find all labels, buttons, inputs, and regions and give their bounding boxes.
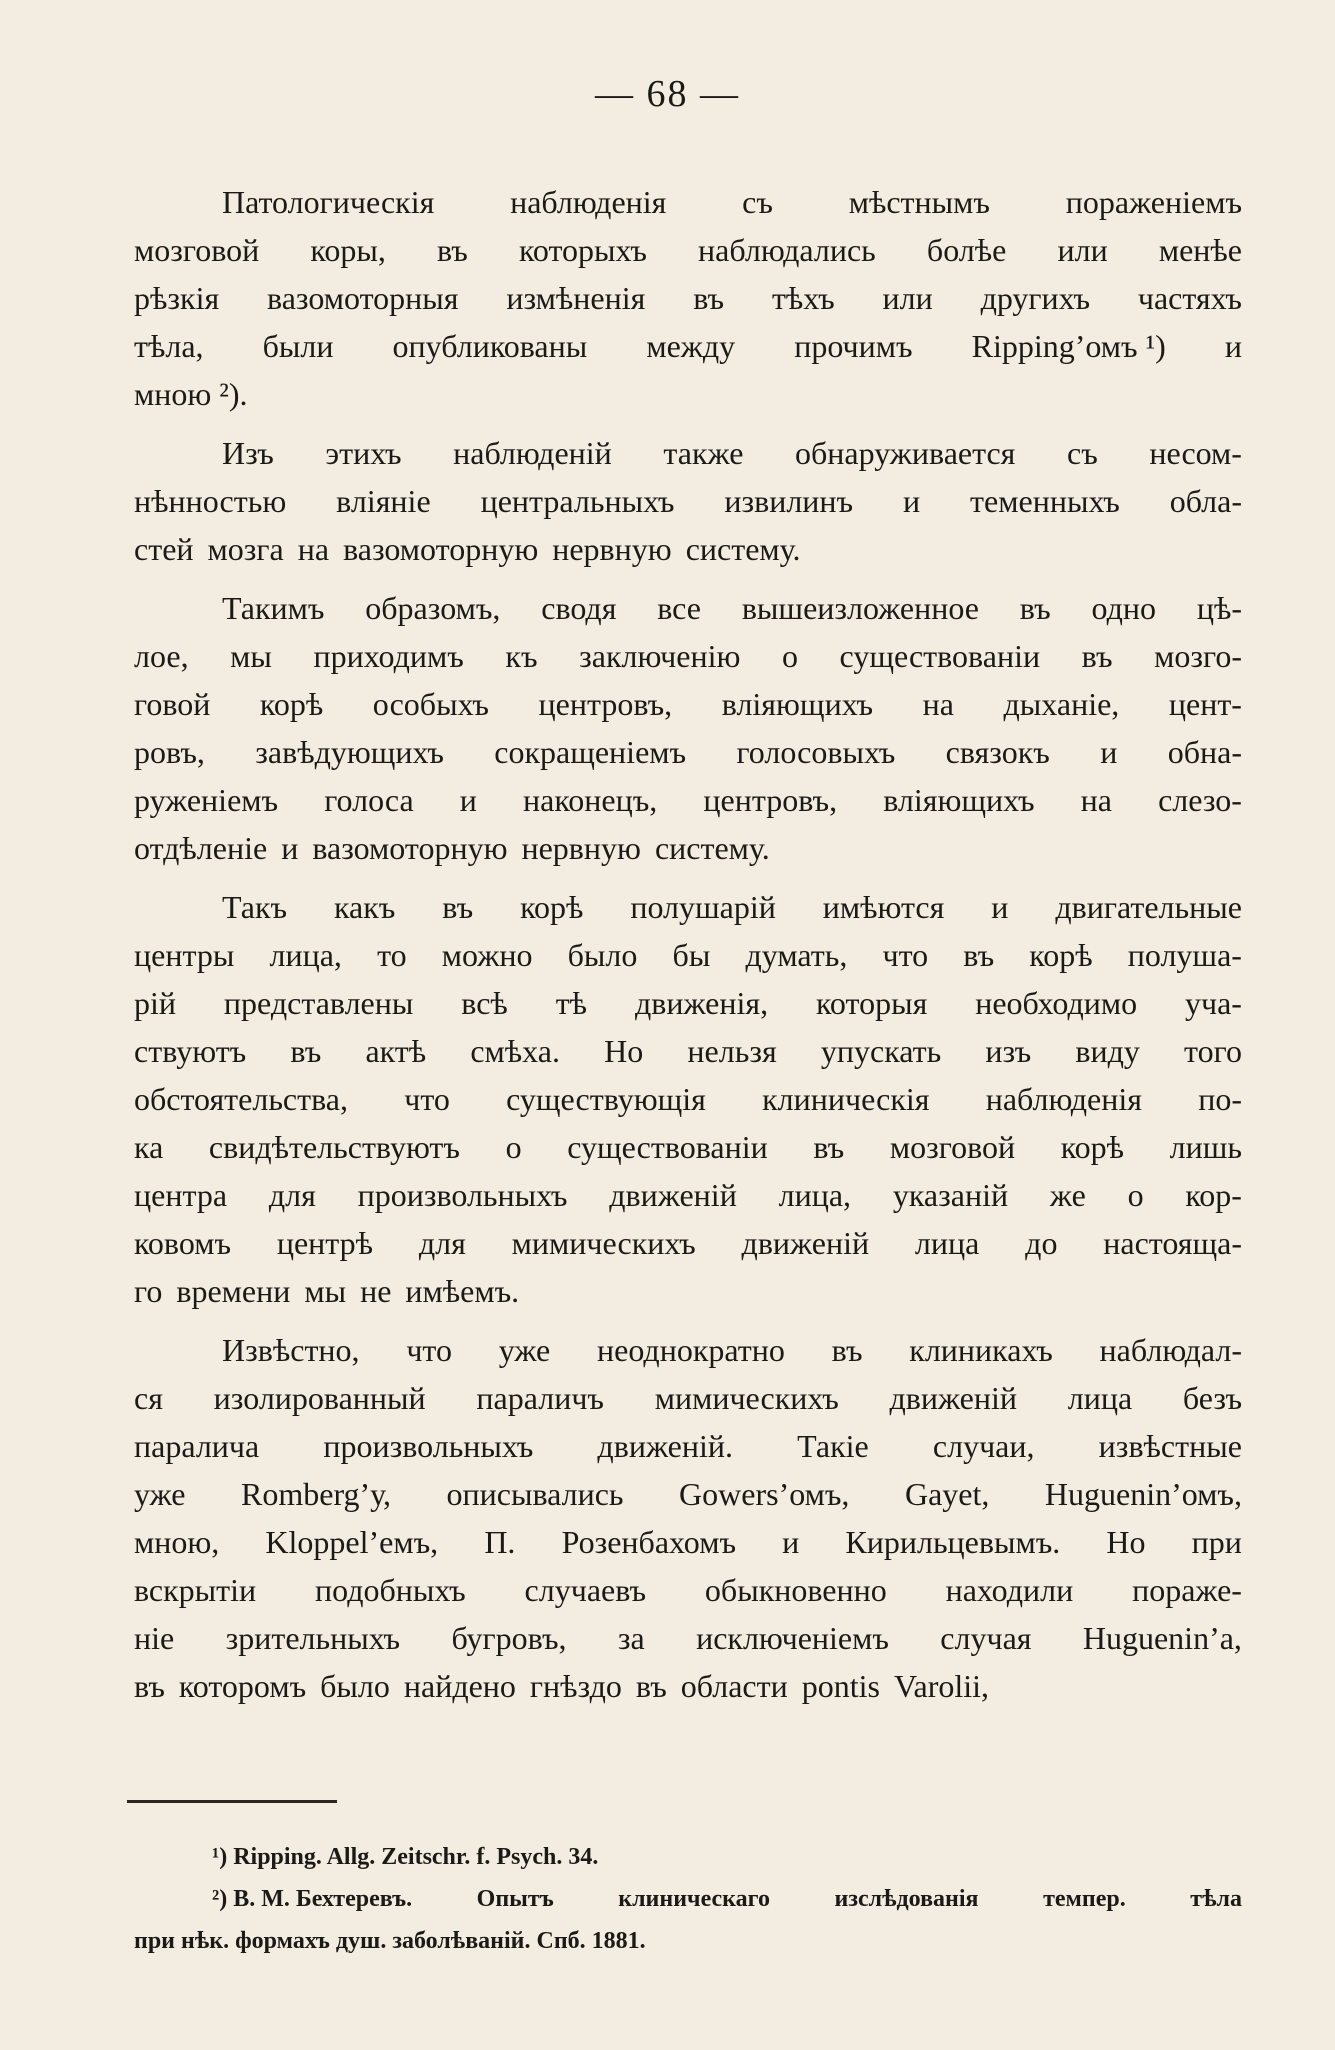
word: вліяніе <box>336 483 431 519</box>
word: вазомоторную <box>312 830 508 866</box>
word: лица <box>1067 1380 1133 1416</box>
word: мозго- <box>1154 638 1242 674</box>
word: пораженіемъ <box>1065 184 1242 220</box>
word: о <box>1127 1177 1144 1213</box>
word: и <box>903 483 921 519</box>
word: произвольныхъ <box>357 1177 568 1213</box>
word: центровъ, <box>538 686 673 722</box>
word: которыя <box>816 985 928 1021</box>
word: наблюдал- <box>1099 1332 1242 1368</box>
word: и <box>281 830 299 866</box>
text-line <box>134 1171 1242 1219</box>
word: вліяющихъ <box>883 782 1035 818</box>
word: которыхъ <box>518 232 647 268</box>
word: уча- <box>1185 985 1242 1021</box>
word: движеній <box>741 1225 870 1261</box>
word: коры, <box>310 232 386 268</box>
word: что <box>406 1332 452 1368</box>
word: центральныхъ <box>480 483 675 519</box>
word: вышеизложенное <box>741 590 979 626</box>
word: въ <box>290 1033 322 1069</box>
word: ніе <box>134 1620 175 1656</box>
word: рѣзкія <box>134 280 220 316</box>
word: мозга <box>207 531 284 567</box>
word: можно <box>441 937 533 973</box>
word: лица, <box>778 1177 852 1213</box>
word: наблюденій <box>453 435 612 471</box>
word: образомъ, <box>365 590 501 626</box>
text-line <box>134 824 1242 872</box>
word: корѣ <box>520 889 584 925</box>
text-line <box>134 632 1242 680</box>
word: уже <box>498 1332 551 1368</box>
word: и <box>459 782 477 818</box>
text-line <box>134 226 1242 274</box>
word: бугровъ, <box>451 1620 567 1656</box>
word: Hugueninʼа, <box>1082 1620 1242 1656</box>
word: существующія <box>506 1081 706 1117</box>
word: времени <box>176 1273 291 1309</box>
word: кор- <box>1185 1177 1242 1213</box>
word: случая <box>940 1620 1032 1656</box>
word: вліяющихъ <box>721 686 874 722</box>
text-line <box>134 979 1242 1027</box>
word: цент- <box>1168 686 1242 722</box>
word: до <box>1025 1225 1058 1261</box>
text-line <box>134 1075 1242 1123</box>
word: систему. <box>685 531 801 567</box>
word: Rippingʼомъ ¹) <box>971 328 1166 364</box>
word: описывались <box>446 1476 624 1512</box>
word: за <box>617 1620 645 1656</box>
word: свидѣтельствуютъ <box>208 1129 460 1165</box>
word: о <box>505 1129 522 1165</box>
word: о <box>781 638 798 674</box>
word: въ <box>1081 638 1113 674</box>
word: изъ <box>985 1033 1032 1069</box>
word: корѣ <box>259 686 324 722</box>
text-line <box>134 1566 1242 1614</box>
text-line <box>134 1662 1242 1710</box>
word: зрительныхъ <box>225 1620 401 1656</box>
word: мозговой <box>889 1129 1016 1165</box>
word: съ <box>742 184 773 220</box>
word: клиникахъ <box>909 1332 1053 1368</box>
word: центровъ, <box>703 782 838 818</box>
word: Такъ <box>222 889 288 925</box>
text-line <box>134 178 1242 226</box>
footnote-text: тѣла <box>1190 1886 1242 1912</box>
word: мимическихъ <box>654 1380 839 1416</box>
word: Rombergʼу, <box>241 1476 391 1512</box>
word: Varolii, <box>893 1668 990 1704</box>
word: или <box>1057 232 1108 268</box>
word: вазомоторныя <box>267 280 459 316</box>
word: движеній <box>609 1177 737 1213</box>
word: завѣдующихъ <box>255 734 444 770</box>
word: нельзя <box>687 1033 777 1069</box>
word: обстоятельства, <box>134 1081 348 1117</box>
word: мы <box>304 1273 347 1309</box>
word: Kloppelʼемъ, <box>265 1524 439 1560</box>
word: ствуютъ <box>134 1033 247 1069</box>
footnote-text: ²) В. М. Бехтеревъ. <box>212 1886 413 1912</box>
word: измѣненія <box>506 280 646 316</box>
word: Но <box>1106 1524 1146 1560</box>
word: въ <box>436 232 468 268</box>
word: центра <box>134 1177 228 1213</box>
word: области <box>680 1668 788 1704</box>
word: также <box>663 435 744 471</box>
word: Gayet, <box>904 1476 990 1512</box>
word: что <box>404 1081 450 1117</box>
word: въ <box>831 1332 863 1368</box>
word: на <box>1080 782 1112 818</box>
word: въ <box>134 1668 165 1704</box>
word: въ <box>963 937 995 973</box>
word: было <box>320 1668 390 1704</box>
word: и <box>1100 734 1118 770</box>
word: что <box>882 937 929 973</box>
word: отдѣленіе <box>134 830 268 866</box>
word: связокъ <box>945 734 1050 770</box>
word: найдено <box>403 1668 516 1704</box>
text-line <box>134 322 1242 370</box>
word: движеній. <box>597 1428 733 1464</box>
word: или <box>882 280 933 316</box>
word: ровъ, <box>134 734 205 770</box>
word: опубликованы <box>392 328 588 364</box>
word: клиническія <box>762 1081 930 1117</box>
paragraph <box>134 1326 1242 1710</box>
word: руженіемъ <box>134 782 279 818</box>
word: систему. <box>654 830 770 866</box>
word: Такимъ <box>222 590 325 626</box>
word: Патологическія <box>222 184 435 220</box>
word: случаи, <box>932 1428 1035 1464</box>
word: сводя <box>541 590 617 626</box>
text-line <box>134 584 1242 632</box>
word: наконецъ, <box>523 782 658 818</box>
paragraph <box>134 429 1242 573</box>
word: по- <box>1198 1081 1242 1117</box>
word: имѣются <box>822 889 945 925</box>
text-line <box>134 1518 1242 1566</box>
word: необходимо <box>975 985 1138 1021</box>
word: неоднократно <box>597 1332 785 1368</box>
word: всѣ <box>461 985 508 1021</box>
text-line <box>134 1422 1242 1470</box>
word: представлены <box>223 985 414 1021</box>
word: тѣла, <box>134 328 204 364</box>
word: были <box>262 328 334 364</box>
footnote-line <box>134 1878 1242 1920</box>
word: съ <box>1066 435 1098 471</box>
text-line <box>134 525 1242 573</box>
text-line <box>134 1219 1242 1267</box>
word: го <box>134 1273 163 1309</box>
word: въ <box>813 1129 845 1165</box>
word: изолированный <box>213 1380 426 1416</box>
word: то <box>377 937 407 973</box>
word: въ <box>635 1668 667 1704</box>
text-line <box>134 1123 1242 1171</box>
word: лое, <box>134 638 189 674</box>
word: обыкновенно <box>704 1572 887 1608</box>
word: цѣ- <box>1196 590 1242 626</box>
word: которомъ <box>178 1668 307 1704</box>
footnote-line <box>134 1836 1242 1878</box>
word: голоса <box>324 782 414 818</box>
paragraph <box>134 883 1242 1315</box>
word: исключеніемъ <box>696 1620 889 1656</box>
word: ка <box>134 1129 164 1165</box>
word: наблюденія <box>985 1081 1142 1117</box>
page-number: — 68 — <box>595 73 740 115</box>
word: упускать <box>820 1033 942 1069</box>
word: къ <box>505 638 538 674</box>
word: смѣха. <box>470 1033 560 1069</box>
word: виду <box>1075 1033 1140 1069</box>
word: несом- <box>1149 435 1242 471</box>
word: корѣ <box>1029 937 1093 973</box>
word: движенія, <box>634 985 769 1021</box>
word: на <box>922 686 954 722</box>
word: для <box>268 1177 316 1213</box>
word: произвольныхъ <box>323 1428 534 1464</box>
word: Розенбахомъ <box>561 1524 736 1560</box>
word: Gowersʼомъ, <box>679 1476 850 1512</box>
word: особыхъ <box>372 686 489 722</box>
body-text <box>134 178 1242 1710</box>
word: думать, <box>745 937 848 973</box>
word: обнаруживается <box>795 435 1016 471</box>
word: лица, <box>269 937 342 973</box>
word: голосовыхъ <box>736 734 896 770</box>
word: между <box>646 328 736 364</box>
word: другихъ <box>980 280 1090 316</box>
word: какъ <box>333 889 396 925</box>
word: того <box>1184 1033 1242 1069</box>
word: сокращеніемъ <box>494 734 687 770</box>
word: имѣемъ. <box>405 1273 520 1309</box>
word: въ <box>442 889 474 925</box>
word: полушарій <box>630 889 776 925</box>
word: центры <box>134 937 235 973</box>
word: и <box>782 1524 800 1560</box>
word: говой <box>134 686 211 722</box>
word: прочимъ <box>794 328 913 364</box>
word: пораже- <box>1132 1572 1242 1608</box>
word: тѣ <box>555 985 588 1021</box>
text-line <box>134 680 1242 728</box>
word: мозговой <box>134 232 260 268</box>
word: болѣе <box>926 232 1007 268</box>
word: заключенію <box>579 638 741 674</box>
text-line <box>134 1326 1242 1374</box>
word: случаевъ <box>524 1572 647 1608</box>
word: гнѣздо <box>529 1668 622 1704</box>
word: дыханіе, <box>1003 686 1120 722</box>
footnotes <box>134 1836 1242 1962</box>
word: Извѣстно, <box>222 1332 360 1368</box>
text-line <box>134 1374 1242 1422</box>
word: находили <box>945 1572 1074 1608</box>
word: наблюдались <box>698 232 876 268</box>
word: лица <box>914 1225 980 1261</box>
word: Изъ <box>222 435 274 471</box>
word: вскрытіи <box>134 1572 257 1608</box>
text-line <box>134 728 1242 776</box>
word: мы <box>230 638 272 674</box>
word: слезо- <box>1158 782 1242 818</box>
footnote-text: клиническаго <box>618 1886 770 1912</box>
word: обна- <box>1167 734 1242 770</box>
word: наблюденія <box>510 184 667 220</box>
word: мною ²). <box>134 376 248 412</box>
word: тѣхъ <box>771 280 835 316</box>
word: центрѣ <box>276 1225 374 1261</box>
word: все <box>657 590 701 626</box>
word: полуша- <box>1127 937 1242 973</box>
word: движеній <box>889 1380 1018 1416</box>
word: же <box>1049 1177 1086 1213</box>
text-line <box>134 883 1242 931</box>
word: было <box>567 937 638 973</box>
text-line <box>134 776 1242 824</box>
word: мною, <box>134 1524 220 1560</box>
word: мимическихъ <box>511 1225 696 1261</box>
text-line <box>134 1267 1242 1315</box>
word: ковомъ <box>134 1225 231 1261</box>
footnote-divider <box>127 1800 337 1803</box>
word: Такіе <box>797 1428 869 1464</box>
word: при <box>1191 1524 1242 1560</box>
word: въ <box>1019 590 1051 626</box>
word: параличъ <box>476 1380 604 1416</box>
word: менѣе <box>1158 232 1242 268</box>
word: безъ <box>1182 1380 1242 1416</box>
paragraph <box>134 584 1242 872</box>
word: лишь <box>1169 1129 1242 1165</box>
word: одно <box>1091 590 1156 626</box>
word: для <box>418 1225 466 1261</box>
word: Но <box>604 1033 644 1069</box>
word: рій <box>134 985 177 1021</box>
word: не <box>360 1273 392 1309</box>
text-line <box>134 931 1242 979</box>
text-line <box>134 370 1242 418</box>
word: нервную <box>552 531 672 567</box>
word: Кирильцевымъ. <box>845 1524 1061 1560</box>
text-line <box>134 1470 1242 1518</box>
text-line <box>134 1027 1242 1075</box>
footnote-text: ¹) Ripping. Allg. Zeitschr. f. Psych. 34. <box>212 1844 599 1870</box>
word: П. <box>484 1524 516 1560</box>
word: и <box>1224 328 1242 364</box>
word: вазомоторную <box>343 531 539 567</box>
word: двигательные <box>1055 889 1242 925</box>
word: актѣ <box>365 1033 427 1069</box>
word: этихъ <box>325 435 402 471</box>
word: нервную <box>521 830 641 866</box>
word: подобныхъ <box>315 1572 466 1608</box>
footnote-line <box>134 1920 1242 1962</box>
word: частяхъ <box>1137 280 1242 316</box>
text-line <box>134 1614 1242 1662</box>
text-line <box>134 274 1242 322</box>
word: бы <box>672 937 711 973</box>
word: теменныхъ <box>970 483 1120 519</box>
footnote-text: Опытъ <box>476 1886 554 1912</box>
footnote-text: при нѣк. формахъ душ. заболѣваній. Спб. 1881. <box>134 1928 646 1954</box>
word: нѣнностью <box>134 483 287 519</box>
word: мѣстнымъ <box>848 184 990 220</box>
word: существованіи <box>839 638 1041 674</box>
word: въ <box>693 280 725 316</box>
word: паралича <box>134 1428 260 1464</box>
word: корѣ <box>1060 1129 1124 1165</box>
text-line <box>134 429 1242 477</box>
footnote-text: темпер. <box>1043 1886 1126 1912</box>
paragraph <box>134 178 1242 418</box>
word: на <box>297 531 330 567</box>
word: приходимъ <box>313 638 464 674</box>
word: обла- <box>1169 483 1242 519</box>
word: уже <box>134 1476 186 1512</box>
word: извѣстные <box>1098 1428 1242 1464</box>
word: pontis <box>801 1668 880 1704</box>
word: ся <box>134 1380 163 1416</box>
footnote-text: изслѣдованія <box>834 1886 979 1912</box>
word: настояща- <box>1103 1225 1242 1261</box>
word: и <box>991 889 1009 925</box>
word: существованіи <box>567 1129 768 1165</box>
word: Hugueninʼомъ, <box>1044 1476 1242 1512</box>
word: извилинъ <box>724 483 854 519</box>
text-line <box>134 477 1242 525</box>
word: стей <box>134 531 194 567</box>
word: указаній <box>892 1177 1009 1213</box>
